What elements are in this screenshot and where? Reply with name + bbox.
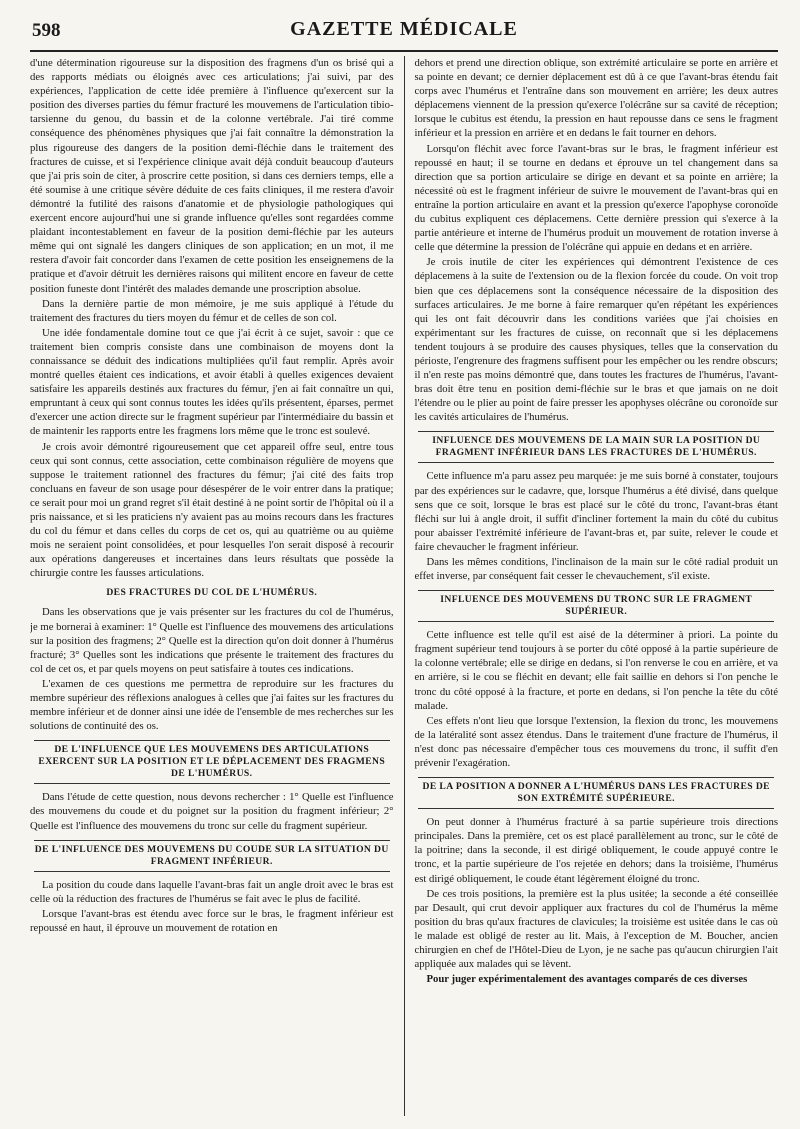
paragraph: Dans l'étude de cette question, nous devons rechercher : 1° Quelle est l'influence des mouvemens du coude et du poignet sur la position du fragment inférieur; 2° Quelle est l'influence des mouvemens du tronc sur celle du fragment supérieur. <box>30 791 394 832</box>
section-heading: INFLUENCE DES MOUVEMENS DE LA MAIN SUR LA POSITION DU FRAGMENT INFÉRIEUR DANS LES FRACTURES DE L'HUMÉRUS. <box>418 431 774 463</box>
paragraph: Je crois avoir démontré rigoureusement que cet appareil offre seul, entre tous ceux qui sont connus, cette association, cette combinaison régulière de moyens que suppose le traitement rationnel des fractures du fémur; j'ai cité des faits trop concluans en faveur de son usage pour désespérer de le voir entrer dans la pratique; ce serait pour moi un grand regret s'il était destiné à ne point sortir de l'hôpital où il a pris naissance, et si les praticiens n'y avaient pas au moins recours dans les fractures du col du fémur et dans celles du corps de cet os, qui au quatrième ou au quième mois ne seraient point consolidées, et pour lesquelles l'on serait disposé à recourir aux opérations dangereuses et incertaines dans leurs résultats que possède la chirurgie contre les fausses articulations. <box>30 440 394 580</box>
paragraph: Dans les mêmes conditions, l'inclinaison de la main sur le côté radial produit un effet inverse, par conséquent fait cesser le chevauchement, s'il existe. <box>414 556 778 583</box>
paragraph: Pour juger expérimentalement des avantages comparés de ces diverses <box>426 973 748 986</box>
masthead <box>30 14 778 52</box>
section-heading: DE L'INFLUENCE DES MOUVEMENS DU COUDE SUR LA SITUATION DU FRAGMENT INFÉRIEUR. <box>34 840 390 872</box>
paragraph: Une idée fondamentale domine tout ce que j'ai écrit à ce sujet, savoir : que ce traitement bien compris consiste dans une combinaison de moyens dont la connaissance se déduit des indications multipliées qu'il faut remplir. Après avoir montré quelles étaient ces indications, et avoir établi à quelles exigences devaient satisfaire les appareils destinés aux fractures du fémur, j'en ai fait connaître un qui, empruntant à ceux qui sont connus toutes les idées qu'ils présentent, éparses, permet d'exercer une action directe sur le fragment supérieur par l'intermédiaire du bassin et de maintenir les rapports entre les fragmens lors même que le tronc est soulevé. <box>30 326 394 438</box>
section-heading: INFLUENCE DES MOUVEMENS DU TRONC SUR LE FRAGMENT SUPÉRIEUR. <box>418 590 774 622</box>
paragraph: On peut donner à l'humérus fracturé à sa partie supérieure trois directions principales. Dans la première, cet os est placé parallèlement au tronc, sur le côté de la poitrine; dans la seconde, il est dirigé obliquement, le coude appuyé contre le tronc, et la partie supérieure de l'os rejetée en dehors; dans la troisième, l'humérus est dirigé obliquement, le coude étant légèrement éloigné du tronc. <box>414 816 778 885</box>
paragraph: La position du coude dans laquelle l'avant-bras fait un angle droit avec le bras est celle où la réduction des fractures de l'humérus se fait avec le plus de facilité. <box>30 878 394 905</box>
paragraph: Dans la dernière partie de mon mémoire, je me suis appliqué à l'étude du traitement des fractures du tiers moyen du fémur et de celles de son col. <box>30 297 394 324</box>
section-heading: DE LA POSITION A DONNER A L'HUMÉRUS DANS LES FRACTURES DE SON EXTRÉMITÉ SUPÉRIEURE. <box>418 777 774 809</box>
paragraph: Dans les observations que je vais présenter sur les fractures du col de l'humérus, je me bornerai à examiner: 1° Quelle est l'influence des mouvemens des articulations sur la position des fragmens; 2° Quelle est la direction qu'on doit donner à l'humérus fracturé; 3° Quelles sont les indications que présente le traitement des fractures du col de cet os, et par quels moyens on peut satisfaire à toutes ces indications. <box>30 606 394 675</box>
paragraph: d'une détermination rigoureuse sur la disposition des fragmens d'un os brisé qui a des rapports médiats ou éloignés avec ces articulations; j'ai suivi, par des expériences, l'application de cette idée première à l'influence qu'exercent sur la position des diverses parties du fémur fracturé les mouvemens de l'articulation tibio-tarsienne du genou, du bassin et de la colonne vertébrale. J'ai tiré comme conséquence des phénomènes physiques que j'ai fait connaître la démonstration la plus rigoureuse des dangers de la position demi-fléchie dans le traitement des fractures de cuisse, et si l'expérience clinique avait déjà conduit beaucoup d'auteurs que j'ai pris soin de citer, à proscrire cette position, si dans ces derniers temps, elle a été soumise à une critique sévère déduite de ces faits cliniques, il me restera d'avoir démontré la futilité des raisons d'anatomie et de physiologie pathologiques qui exercent encore aujourd'hui une si grande influence qu'elles sont regardées comme plaidant incontestablement en faveur de la position demi-fléchie par les auteurs même qui ont signalé les dangers cliniques de son application; en un mot, il me restera d'avoir fait concorder dans l'examen de cette position les enseignemens de la pratique et d'avoir détruit les dernières raisons qui militent encore en faveur de cette position funeste dont l'intérêt des malades demande une proscription absolue. <box>30 57 394 295</box>
paragraph: Lorsqu'on fléchit avec force l'avant-bras sur le bras, le fragment inférieur est repoussé en haut; il se tourne en dedans et éprouve un tel changement dans sa direction que sa portion articulaire se dirige en devant et sa pointe en arrière; la nécessité où est le fragment inférieur de suivre le mouvement de l'avant-bras qui en entraîne la portion articulaire en avant et la pression qu'exerce l'apophyse coronoïde du cubitus expliquent ces déplacemens. Cette dernière pression qui s'exerce à la partie antérieure et interne de l'humérus produit un mouvement de rotation inverse à celle que détermine la pression de l'olécrâne qui appuie en dedans et en arrière. <box>414 142 778 254</box>
section-heading: DE L'INFLUENCE QUE LES MOUVEMENS DES ARTICULATIONS EXERCENT SUR LA POSITION ET LE DÉPLACEMENT DES FRAGMENS DE L'HUMÉRUS. <box>34 740 390 784</box>
journal-title: GAZETTE MÉDICALE <box>290 18 518 40</box>
paragraph: Je crois inutile de citer les expériences qui démontrent l'existence de ces déplacemens à la suite de l'extension ou de la flexion forcée du coude. On voit trop bien que ces déplacemens sont la conséquence nécessaire de la disposition des surfaces articulaires. Je me borne à faire remarquer qu'en répétant les expériences qui les ont fait découvrir dans les conditions variées que j'ai choisies en expérimentant sur les fractures de cuisse, on reconnaît que si les déplacemens tendent toujours à se produire des causes physiques, telles que la conservation du périoste, l'engrenure des fragmens suffisent pour les empêcher ou les rendre obscurs; il n'en reste pas moins démontré que, dans toutes les fractures de l'humérus, l'avant-bras doit être tenu en position demi-fléchie sur le bras et que jamais on ne doit l'étendre ou le plier au point de faire presser les apophyses olécrâne ou coronoïde sur les cavités articulaires de l'humérus. <box>414 256 778 424</box>
right-column <box>406 56 778 1116</box>
text-columns <box>30 56 778 1116</box>
paragraph: Lorsque l'avant-bras est étendu avec force sur le bras, le fragment inférieur est repoussé en haut, il éprouve un mouvement de rotation en <box>30 907 394 934</box>
paragraph: Cette influence est telle qu'il est aisé de la déterminer à priori. La pointe du fragment supérieur tend toujours à se porter du côté opposé à la partie supérieure de la colonne vertébrale; elle se dirige en dedans, si l'on renverse le cou en arrière, et va en arrière, si le cou se fléchit en devant; elle fait saillie en dehors si l'on penche le tronc du côté opposé à la fracture, et porte en dedans, si l'on penche la tête du côté malade. <box>414 629 778 712</box>
section-heading: DES FRACTURES DU COL DE L'HUMÉRUS. <box>106 587 318 599</box>
page-number: 598 <box>32 20 61 41</box>
paragraph: dehors et prend une direction oblique, son extrémité articulaire se porte en arrière et sa pointe en devant; ce dernier déplacement est dû à ce que l'avant-bras étendu fait corps avec l'humérus et l'entraîne dans son mouvement en arrière; les deux autres déplacemens viennent de la pression qu'exerce l'olécrâne sur sa cavité de réception; lorsque le cubitus est étendu, la pression en haut repousse dans ce sens le fragment inférieur et la pression en arrière et en dedans le fait tourner en dehors. <box>414 57 778 140</box>
paragraph: Ces effets n'ont lieu que lorsque l'extension, la flexion du tronc, les mouvemens de la latéralité sont assez étendus. Dans le traitement d'une fracture de l'humérus, il n'est donc pas nécessaire d'empêcher tous ces mouvemens du tronc, il suffit d'en prévenir l'exagération. <box>414 714 778 770</box>
left-column <box>30 56 402 1116</box>
column-divider <box>404 56 405 1116</box>
paragraph: Cette influence m'a paru assez peu marquée: je me suis borné à constater, toujours par des expériences sur le cadavre, que, lorsque l'humérus a été divisé, dans quelque sens que ce soit, lorsque le bras est placé sur le côté du tronc, l'avant-bras étant fléchi sur lui à angle droit, il suffit d'incliner fortement la main du côté du cubitus pour abaisser l'extrémité inférieure de l'avant-bras et, par suite, relever le coude et faire chevaucher le fragment inférieur. <box>414 470 778 553</box>
paragraph: De ces trois positions, la première est la plus usitée; la seconde a été conseillée par Desault, qui crut devoir appliquer aux fractures du col de l'humérus la même position du bras qu'aux fractures de clavicules; la troisième est usitée dans le cas où le malade est obligé de rester au lit. Mais, à l'exception de M. Boucher, ancien chirurgien en chef de l'Hôtel-Dieu de Lyon, je ne sache pas qu'aucun chirurgien l'ait appliquée aux malades qui se lèvent. <box>414 887 778 971</box>
paragraph: L'examen de ces questions me permettra de reproduire sur les fractures du membre supérieur des réflexions analogues à celles que j'ai faites sur les fractures du membre inférieur et de donner ainsi une idée de l'ensemble de mes recherches sur les solutions de continuité des os. <box>30 677 394 733</box>
